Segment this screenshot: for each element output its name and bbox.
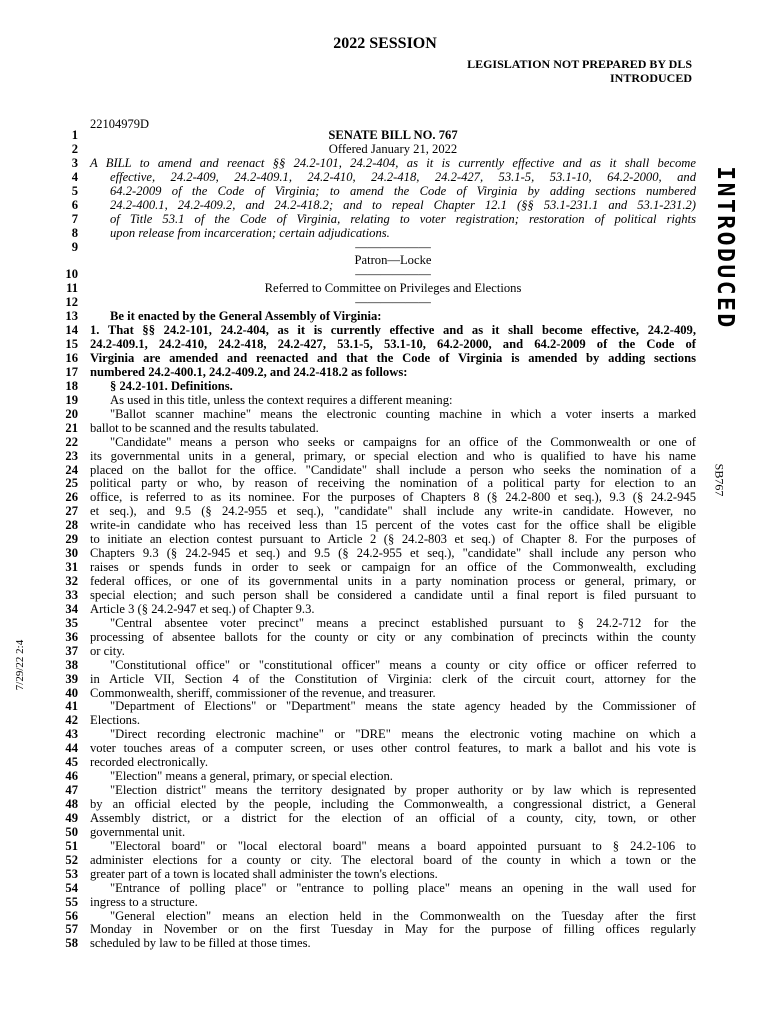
line-number: 44 (65, 741, 78, 756)
line-text: "Department of Elections" or "Department" means the state agency headed by the Commissioner of (110, 699, 696, 714)
bill-line (0, 770, 770, 784)
bill-line (0, 631, 770, 645)
bill-line (0, 129, 770, 143)
bill-line (0, 896, 770, 910)
line-number: 58 (65, 936, 78, 951)
bill-line (0, 561, 770, 575)
line-text: Be it enacted by the General Assembly of Virginia: (110, 309, 382, 324)
line-text: scheduled by law to be filled at those times. (90, 936, 311, 951)
line-text: SENATE BILL NO. 767 (328, 128, 458, 142)
line-number: 49 (65, 810, 78, 825)
line-number: 4 (71, 169, 78, 184)
line-text: "Electoral board" or "local electoral board" means a board appointed pursuant to § 24.2-106 to (110, 838, 696, 853)
bill-code-text: SB767 (712, 463, 727, 497)
bill-line (0, 296, 770, 310)
line-number: 16 (65, 351, 78, 365)
line-number: 20 (65, 406, 78, 421)
line-text: or city. (90, 643, 125, 658)
bill-line (0, 227, 770, 241)
bill-line (0, 171, 770, 185)
line-number: 57 (65, 922, 78, 937)
line-text: A BILL to amend and reenact §§ 24.2-101, 24.2-404, as it is currently effective and as it shall become (90, 155, 696, 170)
line-number: 46 (65, 769, 78, 784)
line-text: political party or who, by reason of receiving the nomination of a political party for election to an (90, 476, 696, 491)
line-text: ballot to be scanned and the results tabulated. (90, 420, 319, 435)
bill-line (0, 687, 770, 701)
line-text: to initiate an election contest pursuant to Article 2 (§ 24.2-803 et seq.) of Chapter 8. For the purposes of (90, 532, 696, 547)
line-number: 34 (65, 601, 78, 616)
bill-line (0, 324, 770, 338)
line-number: 48 (65, 797, 78, 811)
bill-line (0, 436, 770, 450)
bill-line (0, 798, 770, 812)
bill-text-body (0, 129, 770, 951)
line-text: Virginia are amended and reenacted and that the Code of Virginia is amended by adding sections (90, 351, 696, 365)
line-text: its governmental units in a general, primary, or special election and who is qualified to have his name (90, 448, 696, 463)
bill-line (0, 394, 770, 408)
line-text: office, is referred to as its nominee. For the purposes of Chapters 8 (§ 24.2-800 et seq.), 9.3 (§ 24.2-945 (90, 490, 696, 505)
line-number: 36 (65, 629, 78, 644)
print-date-text: 7/29/22 2:4 (14, 639, 26, 691)
line-text: "Entrance of polling place" or "entrance to polling place" means an opening in the wall used for (110, 880, 696, 895)
line-number: 2 (71, 141, 78, 156)
bill-line (0, 380, 770, 394)
document-id: 22104979D (90, 117, 150, 131)
line-number: 54 (65, 880, 78, 895)
bill-line (0, 617, 770, 631)
line-text: federal offices, or one of its governmental units in a party nomination process or general, primary, or (90, 574, 696, 588)
bill-line (0, 366, 770, 380)
bill-line (0, 464, 770, 478)
line-text: by an official elected by the people, including the Commonwealth, a congressional district, a General (90, 797, 696, 811)
line-text: processing of absentee ballots for the county or city or any combination of precincts within the county (90, 629, 696, 644)
line-number: 27 (65, 504, 78, 519)
line-text: write-in candidate who has received less than 15 percent of the votes cast for the office shall be eligible (90, 518, 696, 533)
bill-line (0, 422, 770, 436)
line-text: "General election" means an election held in the Commonwealth on the Tuesday after the first (110, 908, 696, 923)
line-number: 33 (65, 587, 78, 602)
session-heading: 2022 SESSION (333, 35, 437, 52)
bill-line (0, 282, 770, 296)
line-text: Offered January 21, 2022 (328, 141, 458, 156)
line-text: et seq.), and 9.5 (§ 24.2-955 et seq.), "candidate" shall include any write-in candidate. However, no (90, 504, 696, 519)
line-text: recorded electronically. (90, 755, 209, 770)
line-text: 64.2-2009 of the Code of Virginia; to amend the Code of Virginia by adding sections numbered (110, 183, 696, 198)
line-text: Commonwealth, sheriff, commissioner of the revenue, and treasurer. (90, 685, 436, 700)
line-number: 21 (65, 420, 78, 435)
line-text: "Direct recording electronic machine" or "DRE" means the electronic voting machine on which a (110, 727, 696, 742)
prepared-by-notice: LEGISLATION NOT PREPARED BY DLS (467, 57, 692, 71)
line-text: "Central absentee voter precinct" means a precinct established pursuant to § 24.2-712 for the (110, 615, 696, 630)
bill-line (0, 868, 770, 882)
bill-line (0, 756, 770, 770)
bill-line (0, 338, 770, 352)
line-number: 51 (65, 838, 78, 853)
bill-line (0, 728, 770, 742)
line-number: 1 (71, 128, 78, 142)
line-number: 25 (65, 476, 78, 491)
bill-line (0, 575, 770, 589)
line-number: 11 (66, 281, 78, 296)
line-number: 43 (65, 727, 78, 742)
bill-line (0, 659, 770, 673)
bill-line (0, 352, 770, 366)
line-text: —————— (355, 239, 431, 254)
bill-line (0, 700, 770, 714)
bill-line (0, 533, 770, 547)
bill-line (0, 547, 770, 561)
line-number: 41 (65, 699, 78, 714)
bill-line (0, 910, 770, 924)
bill-line (0, 254, 770, 268)
bill-line (0, 450, 770, 464)
line-number: 12 (65, 295, 78, 310)
line-number: 29 (65, 532, 78, 547)
line-text: § 24.2-101. Definitions. (110, 378, 233, 393)
line-number: 42 (65, 713, 78, 728)
line-text: effective, 24.2-409, 24.2-409.1, 24.2-410, 24.2-418, 24.2-427, 53.1-5, 53.1-10, 64.2-2000, and (110, 169, 696, 184)
bill-line (0, 923, 770, 937)
line-number: 18 (65, 378, 78, 393)
line-text: Chapters 9.3 (§ 24.2-945 et seq.) and 9.5 (§ 24.2-955 et seq.), "candidate" shall include any person who (90, 546, 696, 561)
line-number: 30 (65, 546, 78, 561)
line-number: 19 (65, 392, 78, 407)
line-text: —————— (355, 295, 431, 310)
bill-line (0, 519, 770, 533)
line-number: 50 (65, 824, 78, 839)
bill-line (0, 937, 770, 951)
bill-line (0, 589, 770, 603)
line-text: Monday in November or on the first Tuesday in May for the purpose of filling offices regularly (90, 922, 696, 937)
bill-line (0, 742, 770, 756)
line-text: "Election district" means the territory designated by proper authority or by law which is represented (110, 783, 696, 798)
line-number: 24 (65, 462, 78, 477)
line-text: "Constitutional office" or "constitutional officer" means a county or city office or officer referred to (110, 657, 696, 672)
bill-line (0, 673, 770, 687)
line-number: 10 (65, 267, 78, 282)
bill-line (0, 143, 770, 157)
line-text: upon release from incarceration; certain adjudications. (110, 225, 390, 240)
status-heading: INTRODUCED (609, 71, 692, 85)
bill-line (0, 840, 770, 854)
line-text: in Article VII, Section 4 of the Constitution of Virginia: clerk of the circuit court, attorney for the (90, 671, 696, 686)
line-number: 15 (65, 337, 78, 352)
bill-line (0, 213, 770, 227)
bill-line (0, 882, 770, 896)
bill-line (0, 812, 770, 826)
line-text: 24.2-409.1, 24.2-410, 24.2-418, 24.2-427, 53.1-5, 53.1-10, 64.2-2000, and 64.2-2009 of the Code of (90, 337, 696, 352)
line-text: Assembly district, or a district for the election of an official of a county, city, town, or other (90, 810, 696, 825)
line-number: 31 (65, 560, 78, 575)
line-text: administer elections for a county or city. The electoral board of the county in which a town or the (90, 852, 696, 867)
line-number: 52 (65, 852, 78, 867)
line-number: 13 (65, 309, 78, 324)
line-number: 38 (65, 657, 78, 672)
line-text: Referred to Committee on Privileges and Elections (264, 281, 522, 296)
bill-line (0, 199, 770, 213)
line-number: 55 (65, 894, 78, 909)
line-number: 3 (71, 155, 78, 170)
introduced-stamp-text: INTRODUCED (712, 166, 738, 330)
line-number: 7 (71, 211, 78, 226)
line-number: 47 (65, 783, 78, 798)
line-text: 24.2-400.1, 24.2-409.2, and 24.2-418.2; and to repeal Chapter 12.1 (§§ 53.1-231.1 and 53.1-231.2) (110, 197, 696, 212)
bill-line (0, 241, 770, 255)
bill-line (0, 477, 770, 491)
line-number: 26 (65, 490, 78, 505)
line-text: Patron—Locke (354, 253, 432, 268)
line-text: 1. That §§ 24.2-101, 24.2-404, as it is currently effective and as it shall become effective, 24.2-409, (90, 323, 696, 338)
line-text: voter touches areas of a computer screen, or uses other control features, to mark a ballot and his vote is (90, 741, 696, 756)
line-text: "Ballot scanner machine" means the electronic counting machine in which a voter inserts a marked (110, 406, 696, 421)
line-number: 53 (65, 866, 78, 881)
line-text: "Candidate" means a person who seeks or campaigns for an office of the Commonwealth or one of (110, 434, 696, 449)
line-text: special election; and such person shall be considered a candidate until a final report is filed pursuant to (90, 587, 696, 602)
bill-line (0, 826, 770, 840)
line-text: Elections. (90, 713, 141, 728)
bill-line (0, 310, 770, 324)
line-number: 40 (65, 685, 78, 700)
bill-line (0, 157, 770, 171)
line-text: greater part of a town is located shall administer the town's elections. (90, 866, 438, 881)
line-number: 8 (71, 225, 78, 240)
line-text: of Title 53.1 of the Code of Virginia, relating to voter registration; restoration of political rights (110, 211, 696, 226)
line-number: 22 (65, 434, 78, 449)
line-text: —————— (355, 267, 431, 282)
bill-line (0, 185, 770, 199)
line-text: ingress to a structure. (90, 894, 198, 909)
bill-line (0, 268, 770, 282)
bill-line (0, 491, 770, 505)
line-number: 14 (65, 323, 78, 338)
line-number: 35 (65, 615, 78, 630)
line-number: 37 (65, 643, 78, 658)
bill-line (0, 505, 770, 519)
line-text: As used in this title, unless the context requires a different meaning: (110, 392, 453, 407)
line-number: 6 (71, 197, 78, 212)
bill-line (0, 854, 770, 868)
line-text: "Election" means a general, primary, or special election. (110, 769, 393, 784)
line-text: placed on the ballot for the office. "Candidate" shall include a person who seeks the nomination of a (90, 462, 696, 477)
bill-line (0, 645, 770, 659)
bill-line (0, 714, 770, 728)
line-number: 9 (71, 239, 78, 254)
bill-line (0, 408, 770, 422)
line-text: Article 3 (§ 24.2-947 et seq.) of Chapter 9.3. (90, 601, 315, 616)
line-number: 5 (71, 183, 78, 198)
line-number: 45 (65, 755, 78, 770)
line-text: raises or spends funds in order to seek or campaign for an office of the Commonwealth, excluding (90, 560, 696, 575)
line-number: 39 (65, 671, 78, 686)
line-text: governmental unit. (90, 824, 186, 839)
bill-line (0, 784, 770, 798)
line-number: 28 (65, 518, 78, 533)
line-number: 17 (65, 364, 78, 379)
line-number: 56 (65, 908, 78, 923)
bill-line (0, 603, 770, 617)
line-number: 23 (65, 448, 78, 463)
line-text: numbered 24.2-400.1, 24.2-409.2, and 24.2-418.2 as follows: (90, 364, 408, 379)
line-number: 32 (65, 574, 78, 588)
